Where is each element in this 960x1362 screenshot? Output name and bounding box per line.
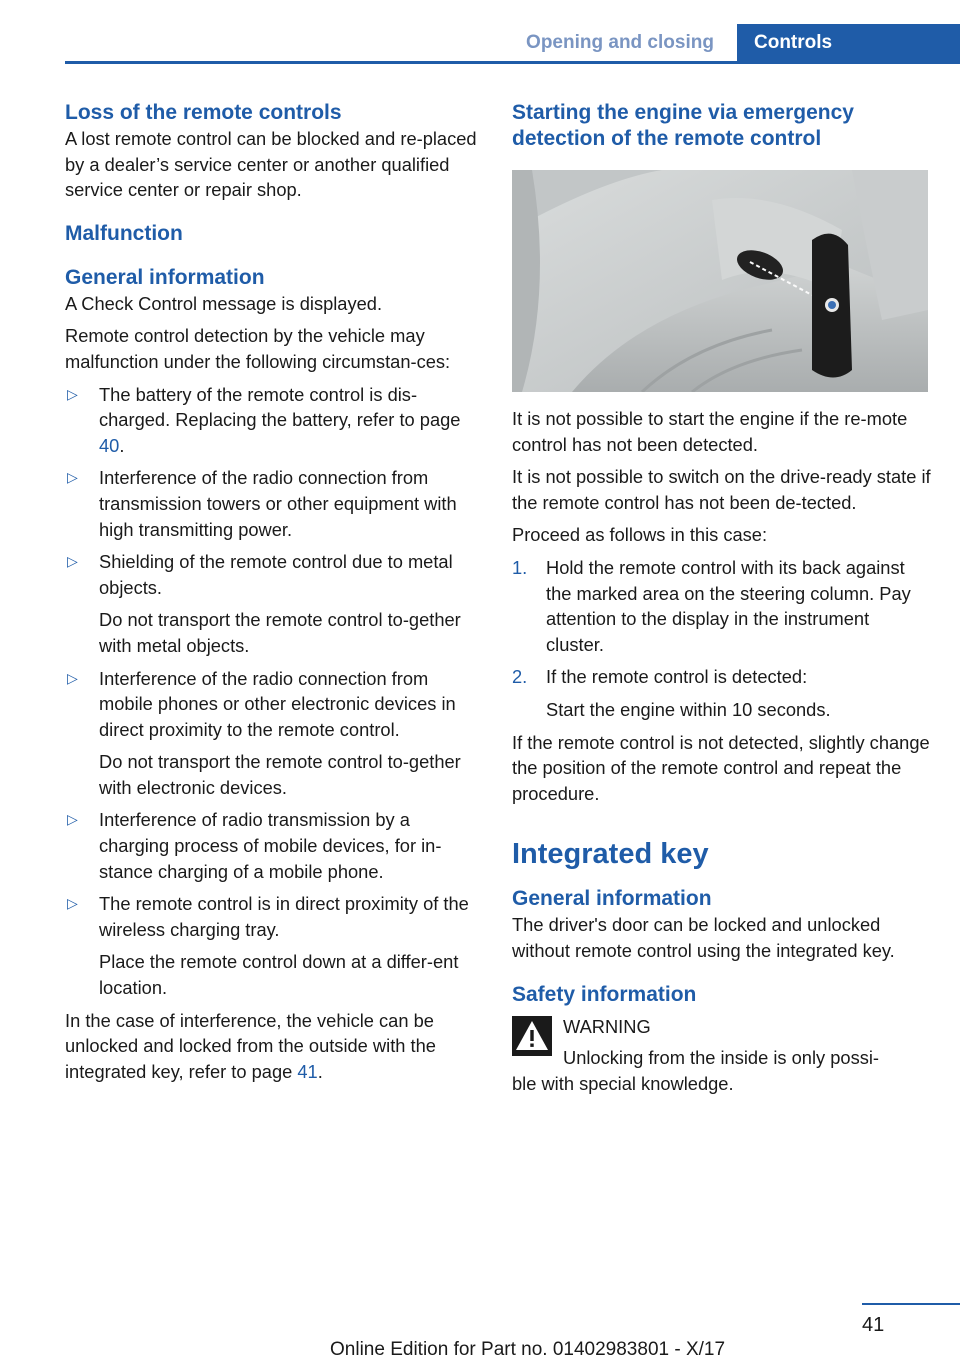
list-item: ▷ The battery of the remote control is dis-charged. Replacing the battery, refer to page 40. — [67, 383, 461, 456]
loss-of-remote-heading: Loss of the remote controls — [65, 101, 342, 124]
footer-rule — [862, 1303, 960, 1305]
list-item-note: Place the remote control down at a differ-ent location. — [99, 951, 459, 999]
triangle-bullet-icon: ▷ — [67, 385, 78, 402]
malfunction-bullet-list — [65, 382, 478, 1001]
list-item: 2. If the remote control is detected: Start the engine within 10 seconds. — [512, 664, 932, 722]
ik-general-info-heading: General information — [512, 887, 712, 911]
drive-ready-text: It is not possible to switch on the drive-ready state if the remote control has not been de-tected. — [512, 466, 931, 513]
page-number: 41 — [862, 1314, 885, 1336]
triangle-bullet-icon: ▷ — [67, 895, 78, 912]
ik-general-info-text: The driver's door can be locked and unlocked without remote control using the integrated key. — [512, 914, 895, 961]
emergency-start-heading: Starting the engine via emergency detection of the remote control — [512, 101, 854, 150]
header-section-title: Opening and closing — [526, 32, 714, 53]
interference-closing-text: In the case of interference, the vehicle can be unlocked and locked from the outside with the integrated key, refer to page 41. — [65, 1009, 436, 1082]
triangle-bullet-icon: ▷ — [67, 469, 78, 486]
integrated-key-heading: Integrated key — [512, 838, 709, 871]
warning-label: WARNING — [563, 1015, 651, 1037]
warning-text-line2: ble with special knowledge. — [512, 1072, 734, 1094]
general-info-p2: Remote control detection by the vehicle may malfunction under the following circumstan-ces: — [65, 325, 451, 372]
left-column — [65, 100, 478, 1084]
list-item: ▷ Interference of the radio connection from transmission towers or other equipment with high transmitting power. — [67, 467, 457, 540]
general-info-heading: General information — [65, 265, 265, 289]
page-link-40[interactable]: 40 — [99, 434, 120, 456]
list-item: 1. Hold the remote control with its back against the marked area on the steering column. Pay attention to the display in the instrument cluster. — [512, 556, 911, 655]
page-link-41[interactable]: 41 — [297, 1060, 318, 1082]
proceed-text: Proceed as follows in this case: — [512, 524, 768, 546]
header-rule — [65, 61, 960, 64]
steering-column-photo — [512, 170, 928, 392]
step-number: 1. — [512, 556, 528, 578]
list-item: ▷ Shielding of the remote control due to metal objects. Do not transport the remote control to-gether with metal objects. — [65, 549, 478, 658]
list-item: ▷ Interference of the radio connection from mobile phones or other electronic devices in direct proximity to the remote control. Do not transport the remote control to-gether with electronic devices. — [65, 666, 478, 801]
list-item: ▷ The remote control is in direct proximity of the wireless charging tray. Place the remote control down at a differ-ent location. — [65, 891, 478, 1000]
retry-text: If the remote control is not detected, slightly change the position of the remote control and repeat the procedure. — [512, 731, 930, 804]
warning-text-line1: Unlocking from the inside is only possi- — [563, 1047, 879, 1069]
warning-icon — [512, 1016, 552, 1056]
list-item-note: Do not transport the remote control to-gether with electronic devices. — [99, 751, 461, 798]
triangle-bullet-icon: ▷ — [67, 553, 78, 570]
loss-of-remote-text: A lost remote control can be blocked and re-placed by a dealer’s service center or another qualified service center or repair shop. — [65, 128, 477, 201]
not-detected-text: It is not possible to start the engine if the re-mote control has not been detected. — [512, 408, 908, 455]
warning-block — [512, 1014, 932, 1071]
triangle-bullet-icon: ▷ — [67, 811, 78, 828]
general-info-p1: A Check Control message is displayed. — [65, 292, 383, 314]
triangle-bullet-icon: ▷ — [67, 669, 78, 686]
list-item-note: Do not transport the remote control to-gether with metal objects. — [99, 609, 461, 656]
footer-edition: Online Edition for Part no. 01402983801 - X/17 — [330, 1339, 726, 1360]
procedure-steps — [512, 555, 932, 723]
safety-info-heading: Safety information — [512, 982, 697, 1006]
malfunction-heading: Malfunction — [65, 221, 183, 245]
list-item: ▷ Interference of radio transmission by a charging process of mobile devices, for in-stance charging of a mobile phone. — [67, 809, 442, 882]
header-chapter-tab: Controls — [737, 24, 960, 61]
list-item-note: Start the engine within 10 seconds. — [546, 698, 831, 720]
step-number: 2. — [512, 666, 528, 688]
right-column — [512, 100, 932, 1096]
